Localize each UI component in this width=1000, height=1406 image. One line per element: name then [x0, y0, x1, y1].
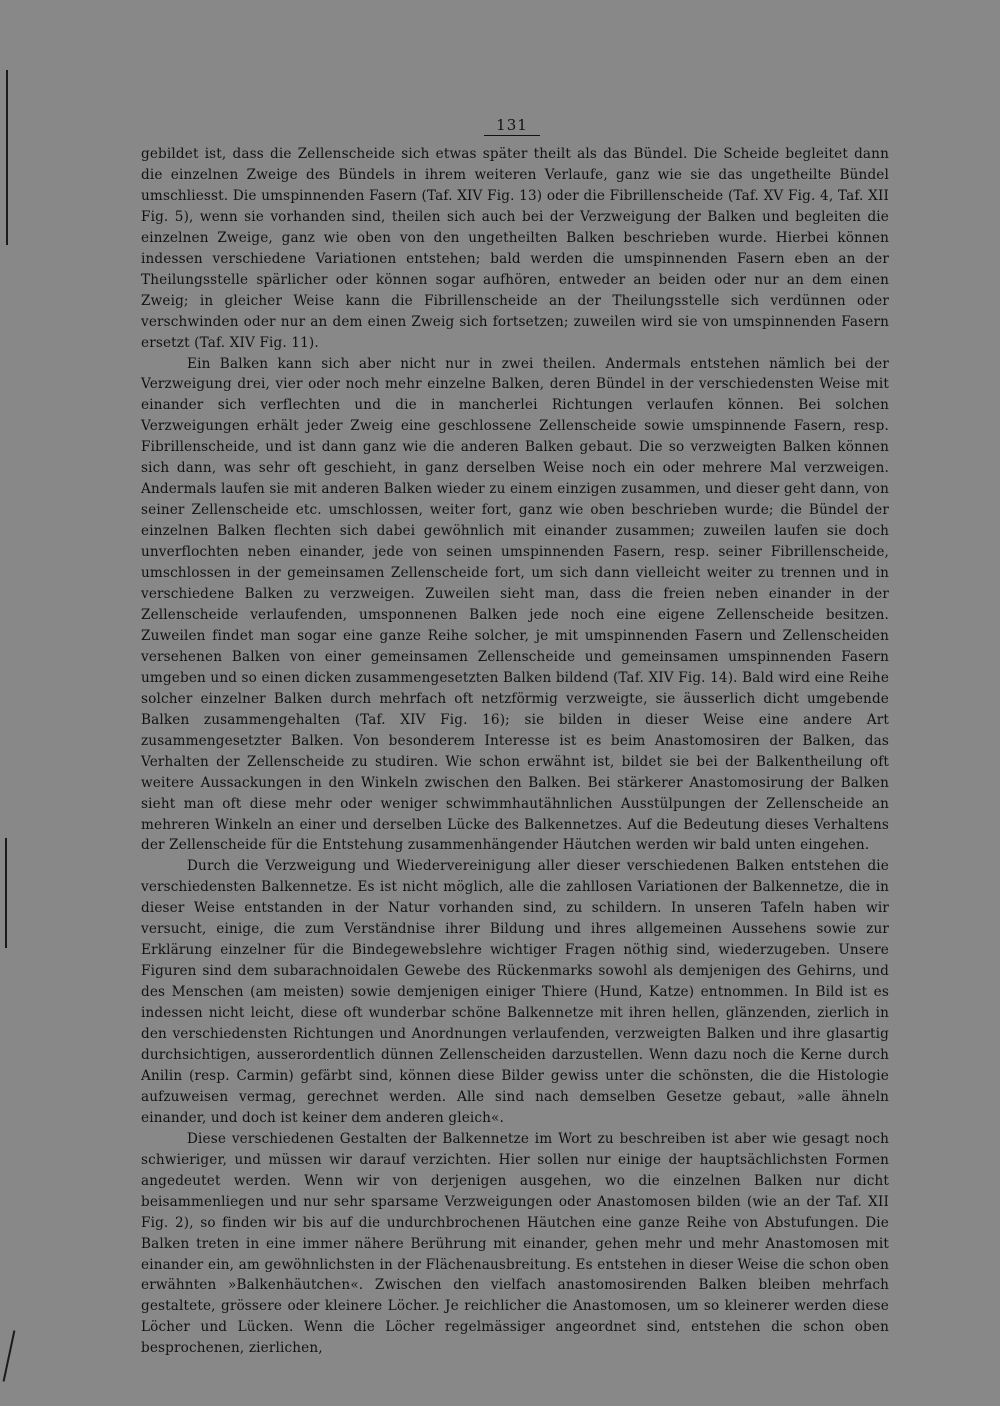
- scan-edge-mark-upper: [6, 70, 8, 245]
- scan-edge-mark-middle: [5, 838, 7, 948]
- paragraph-3: Durch die Verzweigung und Wiedervereinigung aller dieser verschiedenen Balken entstehen die verschiedensten Balkennetze. Es ist nicht möglich, alle die zahllosen Variationen der Balkennetze, die in dieser Weise entstanden in der Natur vorhanden sind, zu schildern. In unseren Tafeln haben wir versucht, einige, die zum Verständnise ihrer Bildung und ihres allgemeinen Aussehens sowie zur Erklärung einzelner für die Bindegewebslehre wichtiger Fragen nöthig sind, wiederzugeben. Unsere Figuren sind dem subarachnoidalen Gewebe des Rückenmarks sowohl als demjenigen des Gehirns, und des Menschen (am meisten) sowie demjenigen einiger Thiere (Hund, Katze) entnommen. In Bild ist es indessen nicht leicht, diese oft wunderbar schöne Balkennetze mit ihren hellen, glänzenden, zierlich in den verschiedensten Richtungen und Anordnungen verlaufenden, verzweigten Balken und ihre glasartig durchsichtigen, ausserordentlich dünnen Zellenscheiden darzustellen. Wenn dazu noch die Kerne durch Anilin (resp. Carmin) gefärbt sind, können diese Bilder gewiss unter die schönsten, die die Histologie aufzuweisen vermag, gerechnet werden. Alle sind nach demselben Gesetze gebaut, »alle ähneln einander, und doch ist keiner dem anderen gleich«.: [141, 858, 889, 1126]
- page-number: 131: [484, 116, 540, 136]
- body-text: [141, 144, 889, 1359]
- paragraph-4: Diese verschiedenen Gestalten der Balkennetze im Wort zu beschreiben ist aber wie gesagt noch schwieriger, und müssen wir darauf verzichten. Hier sollen nur einige der hauptsächlichsten Formen angedeutet werden. Wenn wir von derjenigen ausgehen, wo die einzelnen Balken nur dicht beisammenliegen und nur sehr sparsame Verzweigungen oder Anastomosen bilden (wie an der Taf. XII Fig. 2), so finden wir bis auf die undurchbrochenen Häutchen eine ganze Reihe von Abstufungen. Die Balken treten in eine immer nähere Berührung mit einander, gehen mehr und mehr Anastomosen mit einander ein, am gewöhnlichsten in der Flächenausbreitung. Es entstehen in dieser Weise die schon oben erwähnten »Balkenhäutchen«. Zwischen den vielfach anastomosirenden Balken bleiben mehrfach gestaltete, grössere oder kleinere Löcher. Je reichlicher die Anastomosen, um so kleinerer werden diese Löcher und Lücken. Wenn die Löcher regelmässiger angeordnet sind, entstehen die schon oben besprochenen, zierlichen,: [141, 1130, 889, 1357]
- paragraph-2: Ein Balken kann sich aber nicht nur in zwei theilen. Andermals entstehen nämlich bei der Verzweigung drei, vier oder noch mehr einzelne Balken, deren Bündel in der verschiedensten Weise mit einander sich verflechten und die in mancherlei Richtungen verlaufen können. Bei solchen Verzweigungen erhält jeder Zweig eine geschlossene Zellenscheide sowie umspinnende Fasern, resp. Fibrillenscheide, und ist dann ganz wie die anderen Balken gebaut. Die so verzweigten Balken können sich dann, was sehr oft geschieht, in ganz derselben Weise noch ein oder mehrere Mal verzweigen. Andermals laufen sie mit anderen Balken wieder zu einem einzigen zusammen, und dieser geht dann, von seiner Zellenscheide etc. umschlossen, weiter fort, ganz wie oben beschrieben wurde; die Bündel der einzelnen Balken flechten sich dabei gewöhnlich mit einander zusammen; zuweilen laufen sie doch unverflochten neben einander, jede von seinen umspinnenden Fasern, resp. seiner Fibrillenscheide, umschlossen in der gemeinsamen Zellenscheide fort, um sich dann vielleicht weiter zu trennen und in verschiedene Balken zu verzweigen. Zuweilen sieht man, dass die freien neben einander in der Zellenscheide verlaufenden, umsponnenen Balken jede noch eine eigene Zellenscheide besitzen. Zuweilen findet man sogar eine ganze Reihe solcher, je mit umspinnenden Fasern und Zellenscheiden versehenen Balken von einer gemeinsamen Zellenscheide und gemeinsamen umspinnenden Fasern umgeben und so einen dicken zusammengesetzten Balken bildend (Taf. XIV Fig. 14). Bald wird eine Reihe solcher einzelner Balken durch mehrfach oft netzförmig verzweigte, sie äusserlich dicht umgebende Balken zusammengehalten (Taf. XIV Fig. 16); sie bilden in dieser Weise eine andere Art zusammengesetzter Balken. Von besonderem Interesse ist es beim Anastomosiren der Balken, das Verhalten der Zellenscheide zu studiren. Wie schon erwähnt ist, bildet sie bei der Balkentheilung oft weitere Aussackungen in den Winkeln zwischen den Balken. Bei stärkerer Anastomosirung der Balken sieht man oft diese mehr oder weniger schwimmhautähnlichen Ausstülpungen der Zellenscheide an mehreren Winkeln an einer und derselben Lücke des Balkennetzes. Auf die Bedeutung dieses Verhaltens der Zellenscheide für die Entstehung zusammenhängender Häutchen werden wir bald unten eingehen.: [141, 355, 890, 854]
- scan-edge-mark-lower: [3, 1330, 16, 1381]
- paragraph-1: gebildet ist, dass die Zellenscheide sich etwas später theilt als das Bündel. Die Scheide begleitet dann die einzelnen Zweige des Bündels in ihrem weiteren Verlaufe, ganz wie sie das ungetheilte Bündel umschliesst. Die umspinnenden Fasern (Taf. XIV Fig. 13) oder die Fibrillenscheide (Taf. XV Fig. 4, Taf. XII Fig. 5), wenn sie vorhanden sind, theilen sich auch bei der Verzweigung der Balken und begleiten die einzelnen Zweige, ganz wie oben von den ungetheilten Balken beschrieben wurde. Hierbei können indessen verschiedene Variationen entstehen; bald werden die umspinnenden Fasern eben an der Theilungsstelle spärlicher oder können sogar aufhören, entweder an beiden oder nur an dem einen Zweig; in gleicher Weise kann die Fibrillenscheide an der Theilungsstelle sich verdünnen oder verschwinden oder nur an dem einen Zweig sich fortsetzen; zuweilen wird sie von umspinnenden Fasern ersetzt (Taf. XIV Fig. 11).: [141, 146, 889, 351]
